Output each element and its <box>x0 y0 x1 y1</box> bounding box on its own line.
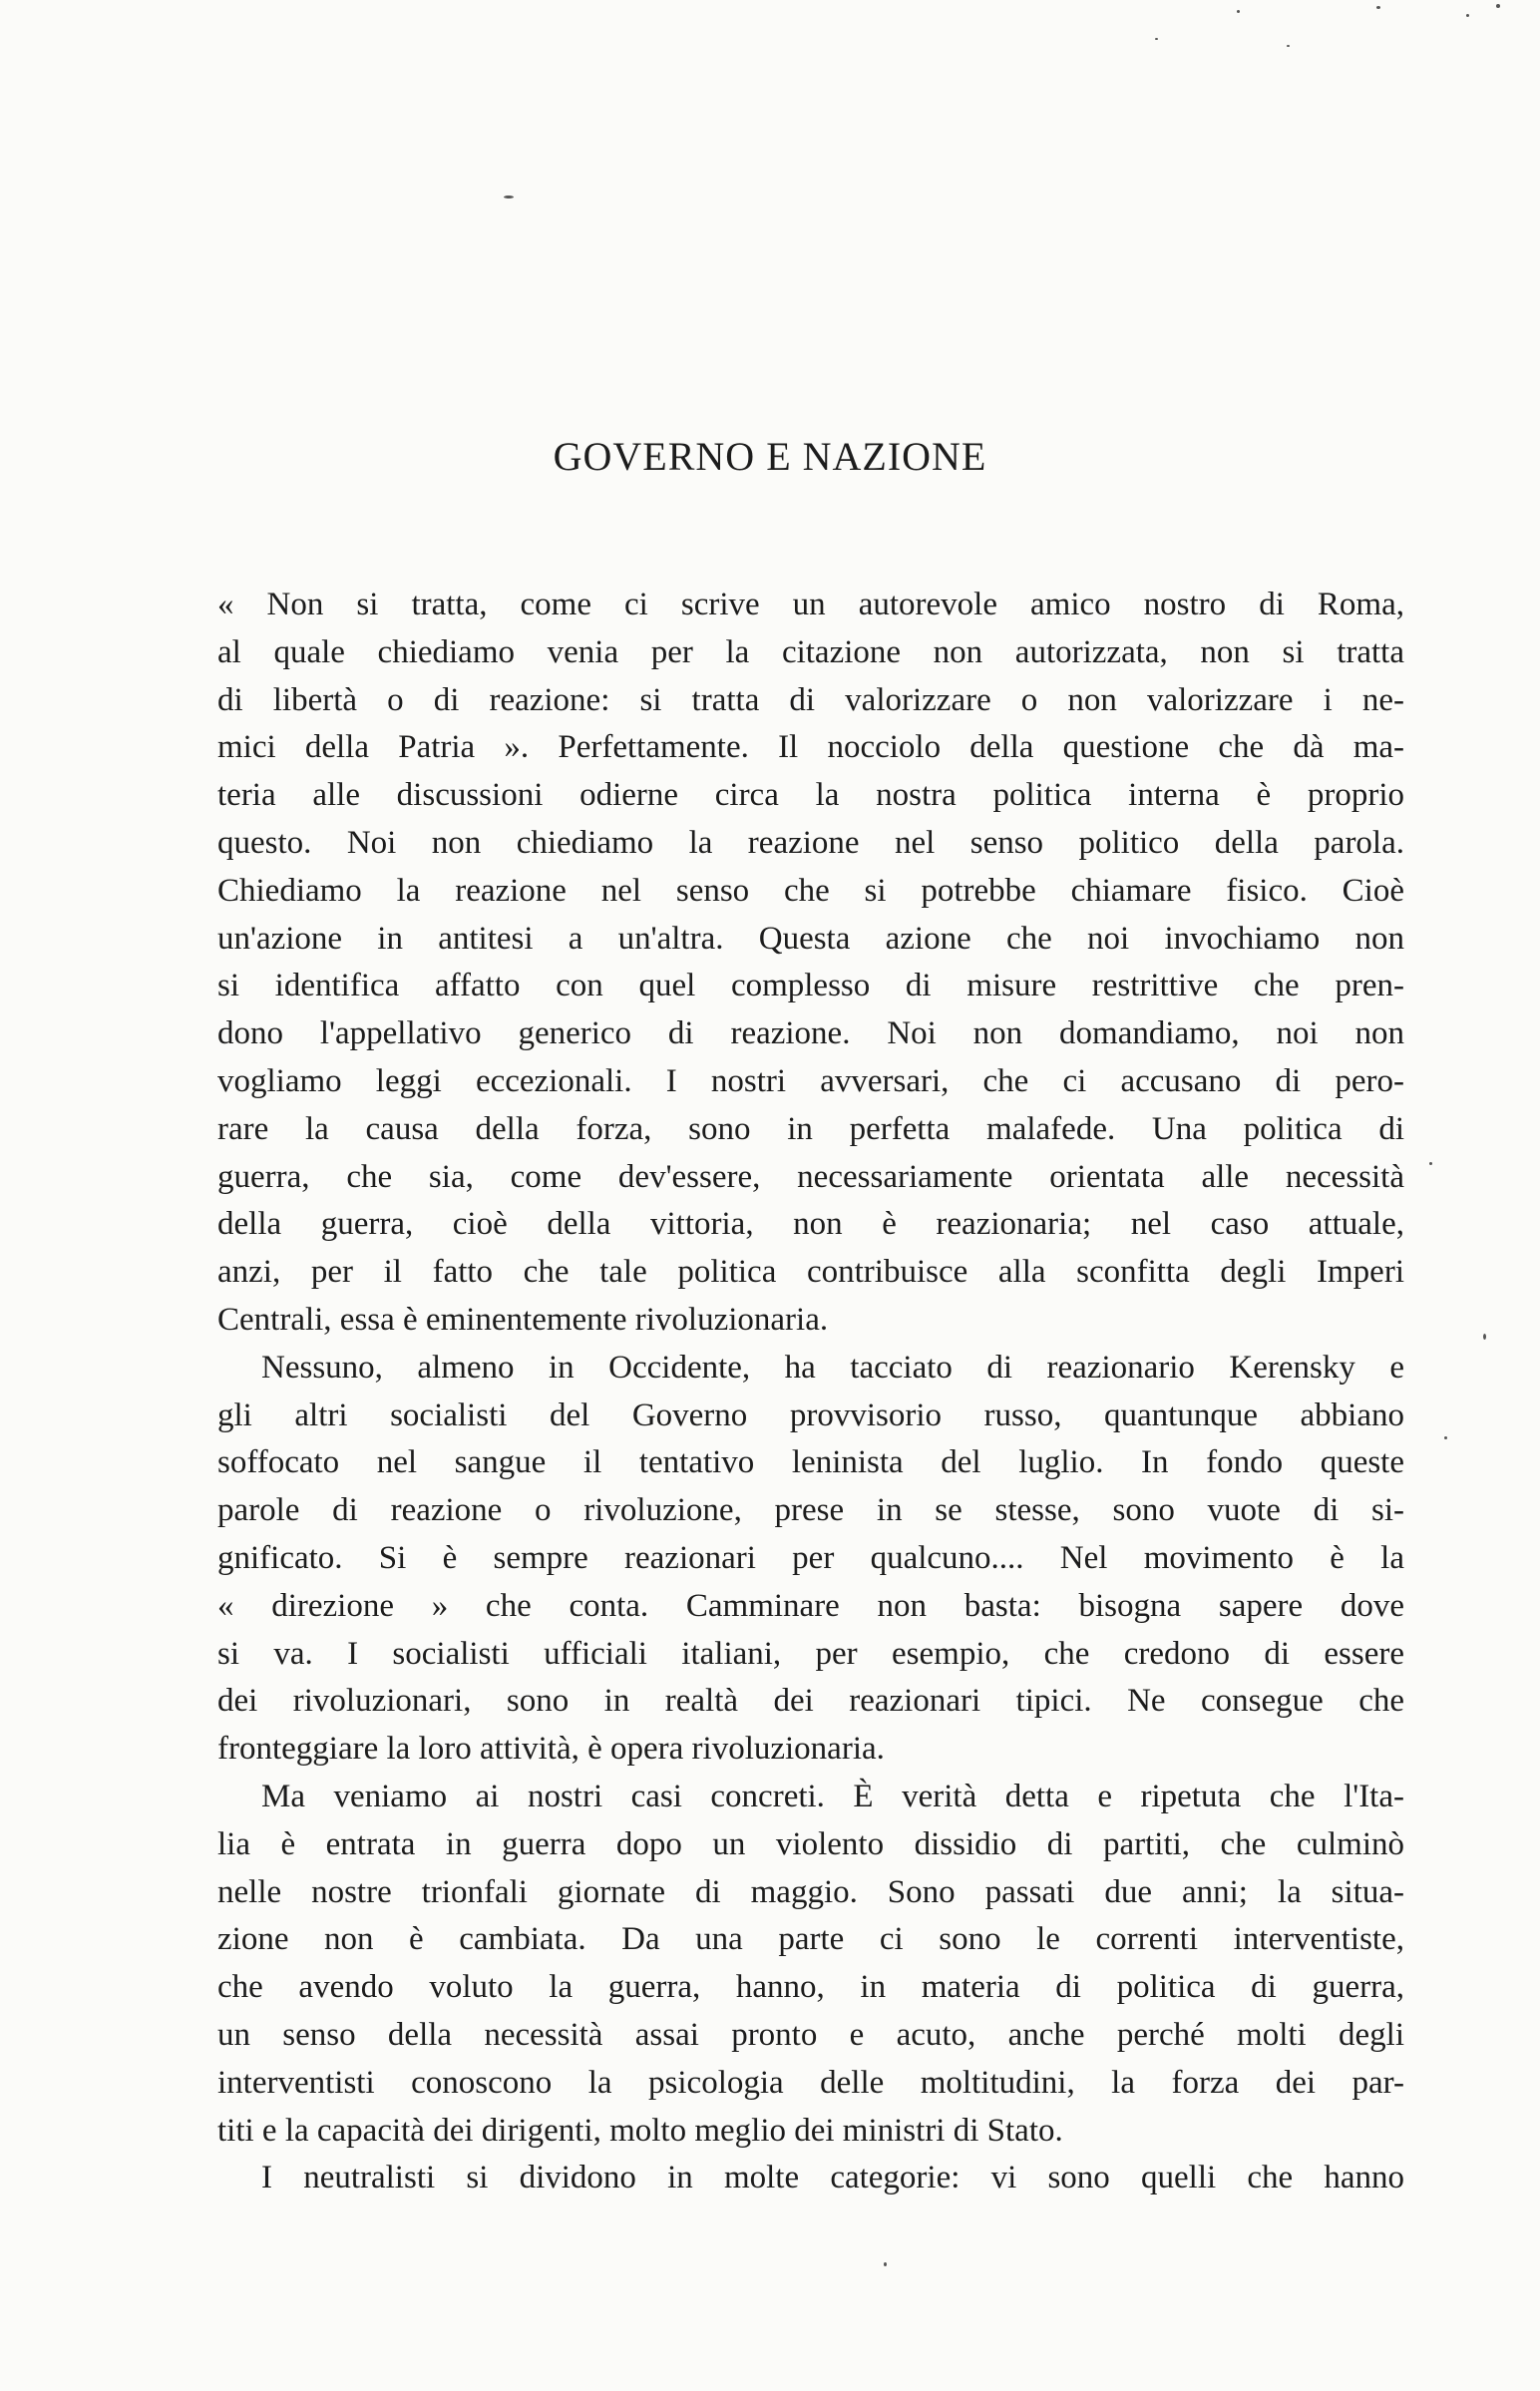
scan-speck <box>1376 6 1380 9</box>
scan-speck <box>1483 1334 1486 1340</box>
text-line: gnificato. Si è sempre reazionari per qualcuno.... Nel movimento è la <box>217 1539 1404 1576</box>
text-line: si identifica affatto con quel complesso di misure restrittive che pren- <box>217 968 1404 1004</box>
text-line: « direzione » che conta. Camminare non basta: bisogna sapere dove <box>217 1587 1404 1624</box>
scan-speck <box>884 2262 887 2266</box>
text-line: rare la causa della forza, sono in perfetta malafede. Una politica di <box>217 1110 1404 1147</box>
text-line: fronteggiare la loro attività, è opera rivoluzionaria. <box>217 1731 885 1768</box>
text-line: anzi, per il fatto che tale politica contribuisce alla sconfitta degli Imperi <box>217 1254 1404 1291</box>
text-line: soffocato nel sangue il tentativo leninista del luglio. In fondo queste <box>217 1444 1404 1481</box>
text-line: I neutralisti si dividono in molte categorie: vi sono quelli che hanno <box>261 2160 1404 2196</box>
text-line: lia è entrata in guerra dopo un violento dissidio di partiti, che culminò <box>217 1825 1404 1862</box>
text-line: Ma veniamo ai nostri casi concreti. È verità detta e ripetuta che l'Ita- <box>261 1778 1404 1814</box>
scan-speck <box>1237 10 1240 13</box>
text-line: questo. Noi non chiediamo la reazione nel senso politico della parola. <box>217 824 1404 861</box>
text-line: dono l'appellativo generico di reazione. Noi non domandiamo, noi non <box>217 1015 1404 1052</box>
text-line: gli altri socialisti del Governo provvisorio russo, quantunque abbiano <box>217 1396 1404 1433</box>
text-line: Chiediamo la reazione nel senso che si potrebbe chiamare fisico. Cioè <box>217 872 1404 909</box>
body-text <box>217 582 1404 2202</box>
text-line: teria alle discussioni odierne circa la nostra politica interna è proprio <box>217 777 1404 814</box>
text-line: « Non si tratta, come ci scrive un autorevole amico nostro di Roma, <box>217 587 1404 622</box>
text-line: dei rivoluzionari, sono in realtà dei reazionari tipici. Ne consegue che <box>217 1683 1404 1720</box>
text-line: Nessuno, almeno in Occidente, ha tacciato di reazionario Kerensky e <box>261 1349 1404 1386</box>
text-line: vogliamo leggi eccezionali. I nostri avversari, che ci accusano di pero- <box>217 1062 1404 1099</box>
chapter-title: GOVERNO E NAZIONE <box>553 434 987 479</box>
text-line: della guerra, cioè della vittoria, non è reazionaria; nel caso attuale, <box>217 1206 1404 1243</box>
scan-speck <box>1155 38 1158 40</box>
text-line: guerra, che sia, come dev'essere, necessariamente orientata alle necessità <box>217 1158 1404 1195</box>
text-line: di libertà o di reazione: si tratta di valorizzare o non valorizzare i ne- <box>217 681 1404 718</box>
text-line: un'azione in antitesi a un'altra. Questa azione che noi invochiamo non <box>217 920 1404 957</box>
scan-speck <box>1287 45 1290 47</box>
text-line: nelle nostre trionfali giornate di maggio. Sono passati due anni; la situa- <box>217 1873 1404 1910</box>
scan-speck <box>1444 1436 1447 1439</box>
text-line: mici della Patria ». Perfettamente. Il nocciolo della questione che dà ma- <box>217 729 1404 766</box>
scan-speck <box>1466 14 1469 17</box>
text-line: al quale chiediamo venia per la citazione non autorizzata, non si tratta <box>217 633 1404 670</box>
scan-speck <box>1429 1162 1432 1165</box>
text-line: un senso della necessità assai pronto e acuto, anche perché molti degli <box>217 2016 1404 2053</box>
scan-speck <box>504 196 514 199</box>
text-line: zione non è cambiata. Da una parte ci sono le correnti interventiste, <box>217 1921 1404 1958</box>
text-line: interventisti conoscono la psicologia delle moltitudini, la forza dei par- <box>217 2064 1404 2101</box>
text-line: parole di reazione o rivoluzione, prese in se stesse, sono vuote di si- <box>217 1492 1404 1529</box>
text-line: Centrali, essa è eminentemente rivoluzionaria. <box>217 1301 829 1338</box>
scan-speck <box>1496 4 1500 8</box>
text-line: che avendo voluto la guerra, hanno, in materia di politica di guerra, <box>217 1969 1404 2006</box>
text-line: si va. I socialisti ufficiali italiani, per esempio, che credono di essere <box>217 1635 1404 1672</box>
text-line: titi e la capacità dei dirigenti, molto meglio dei ministri di Stato. <box>217 2112 1063 2149</box>
